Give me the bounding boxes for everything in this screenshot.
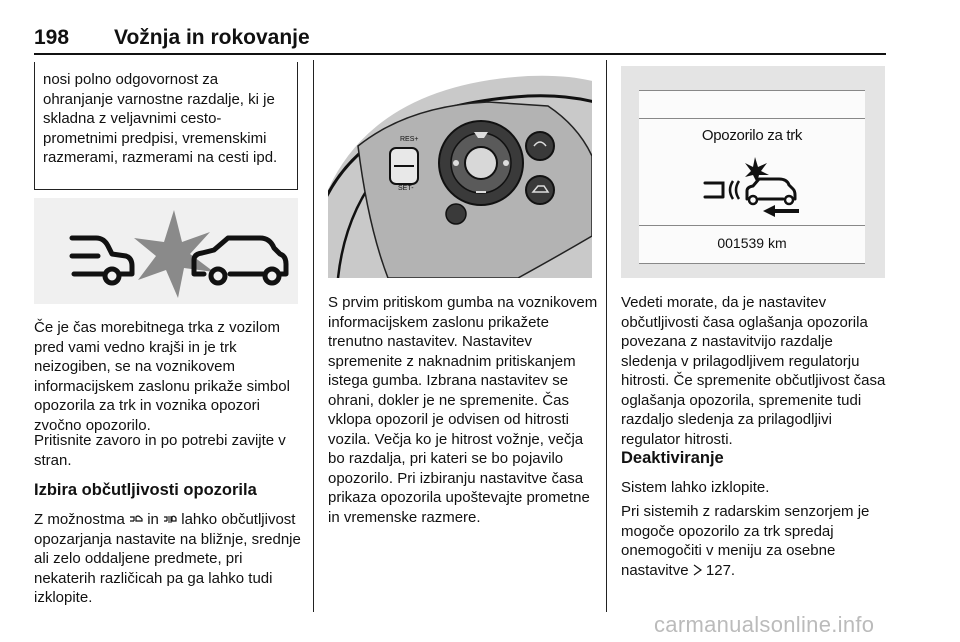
watermark: carmanualsonline.info [654, 612, 875, 637]
col2-paragraph-1: S prvim pritiskom gumba na voznikovem informacijskem zaslonu prikažete trenutno nastavitev. Nastavitev spremenite z naknadnim pritiskanjem istega gumba. Izbrana nastavitev se ohrani, dokler je ne spremenite. Čas vklopa opozoril je odvisen od hitrosti vozila. Večja ko je hitrost vožnje, večja bo razdalja, pri kateri se bo pojavilo opozorilo. Pri izbiranju nastavitve časa prikaza opozorila upoštevajte prometne in vremenske razmere. [328, 294, 598, 526]
sensitivity-increase-icon [163, 513, 177, 525]
driver-display-figure [621, 66, 885, 278]
collision-alert-icon [699, 153, 809, 217]
warning-text: nosi polno odgovornost za ohranjanje varnostne razdalje, ki je skladna z veljavnimi cestoprometnimi predpisi, vremenskimi razmerami, razmerami na cesti ipd. [43, 71, 278, 166]
sensitivity-decrease-icon [129, 513, 143, 525]
res-plus-label: RES+ [400, 136, 419, 143]
page-header [34, 26, 886, 52]
collision-warning-figure [34, 198, 298, 304]
col3-paragraph-3: Pri sistemih z radarskim senzorjem je mogoče opozorilo za trk spredaj onemogočiti v meniju za osebne nastavitve 127. [621, 503, 870, 579]
col1-paragraph-3: Z možnostma in lahko občutljivost opozarjanja nastavite na bližnje, srednje ali zelo oddaljene predmete, pri nekaterih različicah pa ga lahko tudi izklopite. [34, 511, 301, 606]
header-rule [34, 53, 886, 55]
page-reference-arrow-icon [693, 564, 702, 576]
display-title: Opozorilo za trk [701, 127, 803, 144]
set-minus-label: SET- [398, 185, 414, 192]
steering-wheel-controls-figure [328, 66, 592, 278]
display-odometer: 001539 km [717, 235, 787, 251]
col1-heading: Izbira občutljivosti opozorila [34, 481, 257, 499]
column-divider-2 [606, 60, 607, 612]
column-divider-1 [313, 60, 314, 612]
steering-wheel-illustration [328, 66, 592, 278]
page-reference[interactable]: 127. [705, 561, 736, 579]
col3-paragraph-2: Sistem lahko izklopite. [621, 479, 770, 496]
collision-warning-icon [34, 198, 298, 304]
col1-paragraph-2: Pritisnite zavoro in po potrebi zavijte v stran. [34, 432, 286, 469]
chapter-title: Vožnja in rokovanje [114, 26, 310, 49]
col3-heading: Deaktiviranje [621, 449, 724, 467]
warning-box [34, 62, 298, 190]
display-screen [639, 90, 865, 264]
page-number: 198 [34, 26, 70, 49]
col3-paragraph-1: Vedeti morate, da je nastavitev občutljivosti časa oglašanja opozorila povezana z nastavitvijo razdalje sledenja v prilagodljivem regulatorju hitrosti. Če spremenite občutljivost časa oglašanja opozorila, spremenite tudi razdaljo sledenja za prilagodljivi regulator hitrosti. [621, 294, 886, 448]
col1-paragraph-1: Če je čas morebitnega trka z vozilom pred vami vedno krajši in je trk neizogiben, se na voznikovem informacijskem zaslonu prikaže simbol opozorila za trk in voznika opozori zvočno opozorilo. [34, 319, 290, 434]
